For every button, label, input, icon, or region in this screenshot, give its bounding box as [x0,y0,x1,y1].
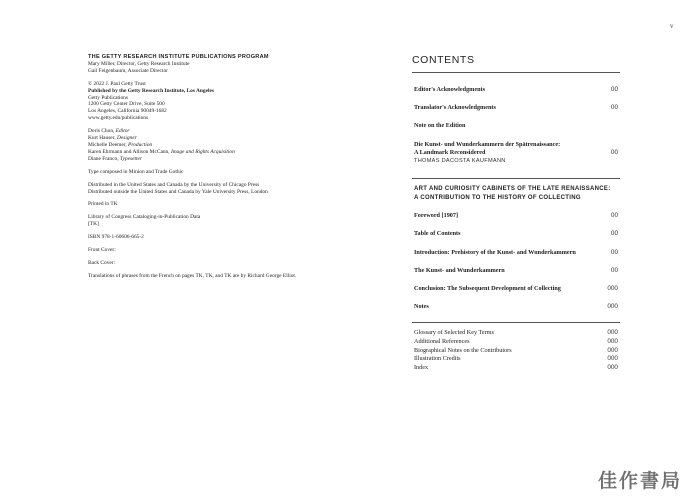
translations-note: Translations of phrases from the French on pages TK, TK, and TK are by Richard George Elliot. [88,272,297,279]
toc-entry-biographical-notes: Biographical Notes on the Contributors 000 [414,346,618,354]
toc-entry-notes: Notes 000 [414,303,618,310]
toc-entry-translators-acknowledgments: Translator's Acknowledgments 00 [414,104,618,111]
program-title: THE GETTY RESEARCH INSTITUTE PUBLICATIONS PROGRAM [88,54,269,60]
back-matter-list [414,329,618,373]
credit-line: Diane Franco, Typesetter [88,155,142,162]
distribution-line: Distributed in the United States and Canada by the University of Chicago Press [88,181,260,188]
copyright-line: © 2022 J. Paul Getty Trust [88,80,146,87]
toc-entry-foreword: Foreword [1907] 00 [414,212,618,219]
toc-entry-note-on-edition: Note on the Edition [414,122,466,129]
cip-line: Library of Congress Cataloging-in-Publication Data [88,214,201,221]
program-block [88,54,338,75]
backmatter-rule [412,322,620,323]
toc-entry-introduction: Introduction: Prehistory of the Kunst- and Wunderkammern 00 [414,249,618,256]
isbn: ISBN 978-1-60606-665-2 [88,234,144,241]
published-by: Published by the Getty Research Institute, Los Angeles [88,87,214,94]
credit-line: Doris Chon, Editor [88,128,130,135]
distribution-block [88,182,338,196]
title-rule [412,72,620,73]
credit-line: Karen Ehrmann and Allison McCann, Image and Rights Acquisition [88,148,235,155]
section-rule [412,178,620,179]
distribution-line: Distributed outside the United States and Canada by Yale University Press, London [88,188,268,195]
toc-entry-illustration-credits: Illustration Credits 000 [414,355,618,363]
publisher-block [88,81,338,122]
essay-author: THOMAS DACOSTA KAUFMANN [414,158,506,164]
toc-entry-table-of-contents: Table of Contents 00 [414,230,618,237]
publisher-url: www.getty.edu/publications [88,115,149,122]
toc-entry-index: Index 000 [414,364,618,372]
cip-block [88,214,338,228]
front-cover: Front Cover: [88,247,116,254]
page-number: v [670,22,674,30]
toc-entry-conclusion: Conclusion: The Subsequent Development of Collecting 000 [414,285,618,292]
credits-block [88,128,338,163]
section-title: ART AND CURIOSITY CABINETS OF THE LATE RENAISSANCE: A CONTRIBUTION TO THE HISTORY OF COLLECTING [414,186,611,201]
cip-line: [TK] [88,221,99,228]
type-note: Type composed in Minion and Trade Gothic [88,168,184,175]
credit-line: Michelle Deemer, Production [88,141,153,148]
credit-line: Kurt Hauser, Designer [88,135,137,142]
program-line: Mary Miller, Director, Getty Research Institute [88,60,190,67]
toc-entry-editors-acknowledgments: Editor's Acknowledgments 00 [414,86,618,93]
publisher-line: 1200 Getty Center Drive, Suite 500 [88,101,165,108]
back-cover: Back Cover: [88,259,116,266]
toc-entry-glossary: Glossary of Selected Key Terms 000 [414,329,618,336]
contents-title: CONTENTS [412,54,475,66]
publisher-line: Getty Publications [88,94,128,101]
toc-entry-essay: Die Kunst- und Wunderkammern der Spätrenaissance: A Landmark Reconsidered THOMAS DACOSTA KAUFMANN 00 [414,141,618,164]
copyright-page [88,54,338,280]
program-line: Gail Feigenbaum, Associate Director [88,67,168,74]
toc-entry-kunst-wunderkammern: The Kunst- and Wunderkammern 00 [414,267,618,274]
watermark-text: 佳作書局 [598,470,683,492]
toc-entry-additional-references: Additional References 000 [414,337,618,345]
publisher-line: Los Angeles, California 90049-1682 [88,108,167,115]
printed-in: Printed in TK [88,201,118,208]
